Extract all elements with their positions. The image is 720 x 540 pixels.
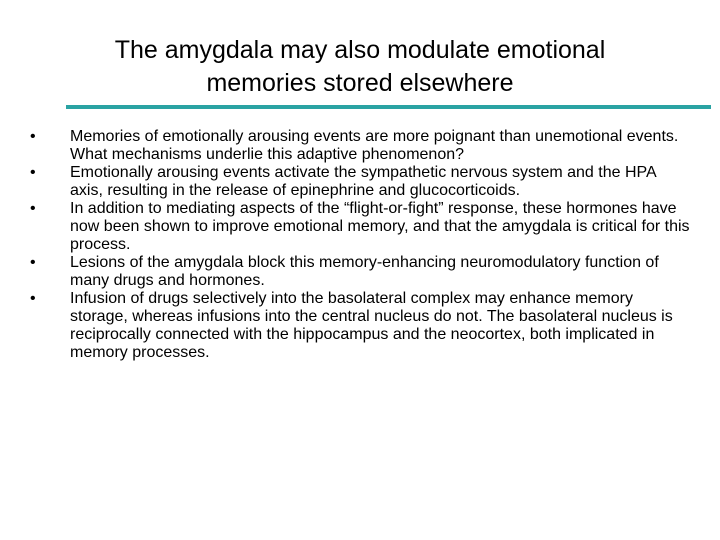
bullet-text: Infusion of drugs selectively into the basolateral complex may enhance memory storage, whereas infusions into the central nucleus do not. The basolateral nucleus is reciprocally connected with the hippocampus and the neocortex, both implicated in memory processes. (70, 290, 673, 361)
bullet-glyph: • (30, 290, 36, 307)
bullet-item-2 (30, 164, 690, 200)
bullet-text: Emotionally arousing events activate the sympathetic nervous system and the HPA axis, resulting in the release of epinephrine and glucocorticoids. (70, 164, 656, 199)
slide-title-line-1: The amygdala may also modulate emotional (114, 36, 606, 64)
bullet-glyph: • (30, 200, 36, 217)
bullet-glyph: • (30, 164, 36, 181)
title-underline (66, 105, 711, 109)
bullet-item-3 (30, 200, 690, 254)
bullet-list (30, 128, 690, 362)
slide-title-line-2: memories stored elsewhere (206, 69, 514, 97)
bullet-glyph: • (30, 254, 36, 271)
bullet-text: Lesions of the amygdala block this memory-enhancing neuromodulatory function of many drugs and hormones. (70, 254, 659, 289)
bullet-item-4 (30, 254, 690, 290)
slide-title (60, 34, 660, 100)
bullet-item-1 (30, 128, 690, 164)
bullet-glyph: • (30, 128, 36, 145)
bullet-item-5 (30, 290, 690, 362)
bullet-text: Memories of emotionally arousing events are more poignant than unemotional events. What mechanisms underlie this adaptive phenomenon? (70, 128, 679, 163)
bullet-text: In addition to mediating aspects of the “flight-or-fight” response, these hormones have now been shown to improve emotional memory, and that the amygdala is critical for this process. (70, 200, 690, 253)
